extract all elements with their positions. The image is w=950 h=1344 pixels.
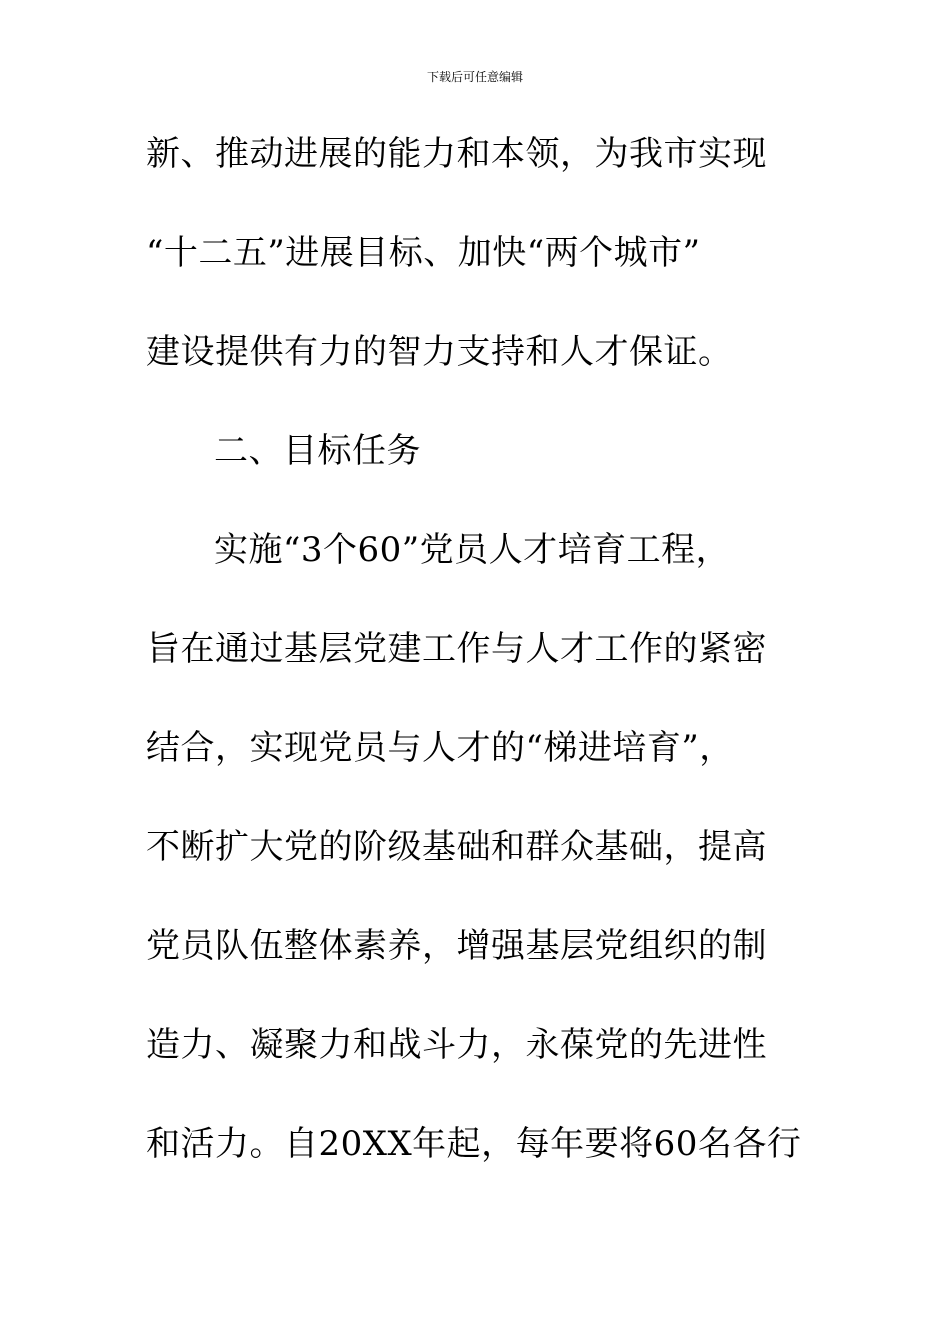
body-line-5: 实施“3个60”党员人才培育工程，	[214, 530, 731, 570]
body-line-8: 不断扩大党的阶级基础和群众基础，提高	[146, 827, 767, 867]
body-line-10: 造力、凝聚力和战斗力，永葆党的先进性	[146, 1025, 767, 1065]
body-line-3: 建设提供有力的智力支持和人才保证。	[146, 332, 733, 372]
body-line-6: 旨在通过基层党建工作与人才工作的紧密	[146, 629, 767, 669]
body-line-2: “十二五”进展目标、加快“两个城市”	[146, 233, 701, 273]
body-line-7: 结合，实现党员与人才的“梯进培育”，	[146, 728, 734, 768]
body-line-9: 党员队伍整体素养，增强基层党组织的制	[146, 926, 767, 966]
section-heading: 二、目标任务	[214, 431, 421, 471]
body-line-1: 新、推动进展的能力和本领，为我市实现	[146, 134, 767, 174]
header-note: 下载后可任意编辑	[426, 70, 523, 84]
body-line-11: 和活力。自20XX年起，每年要将60名各行	[146, 1124, 802, 1164]
